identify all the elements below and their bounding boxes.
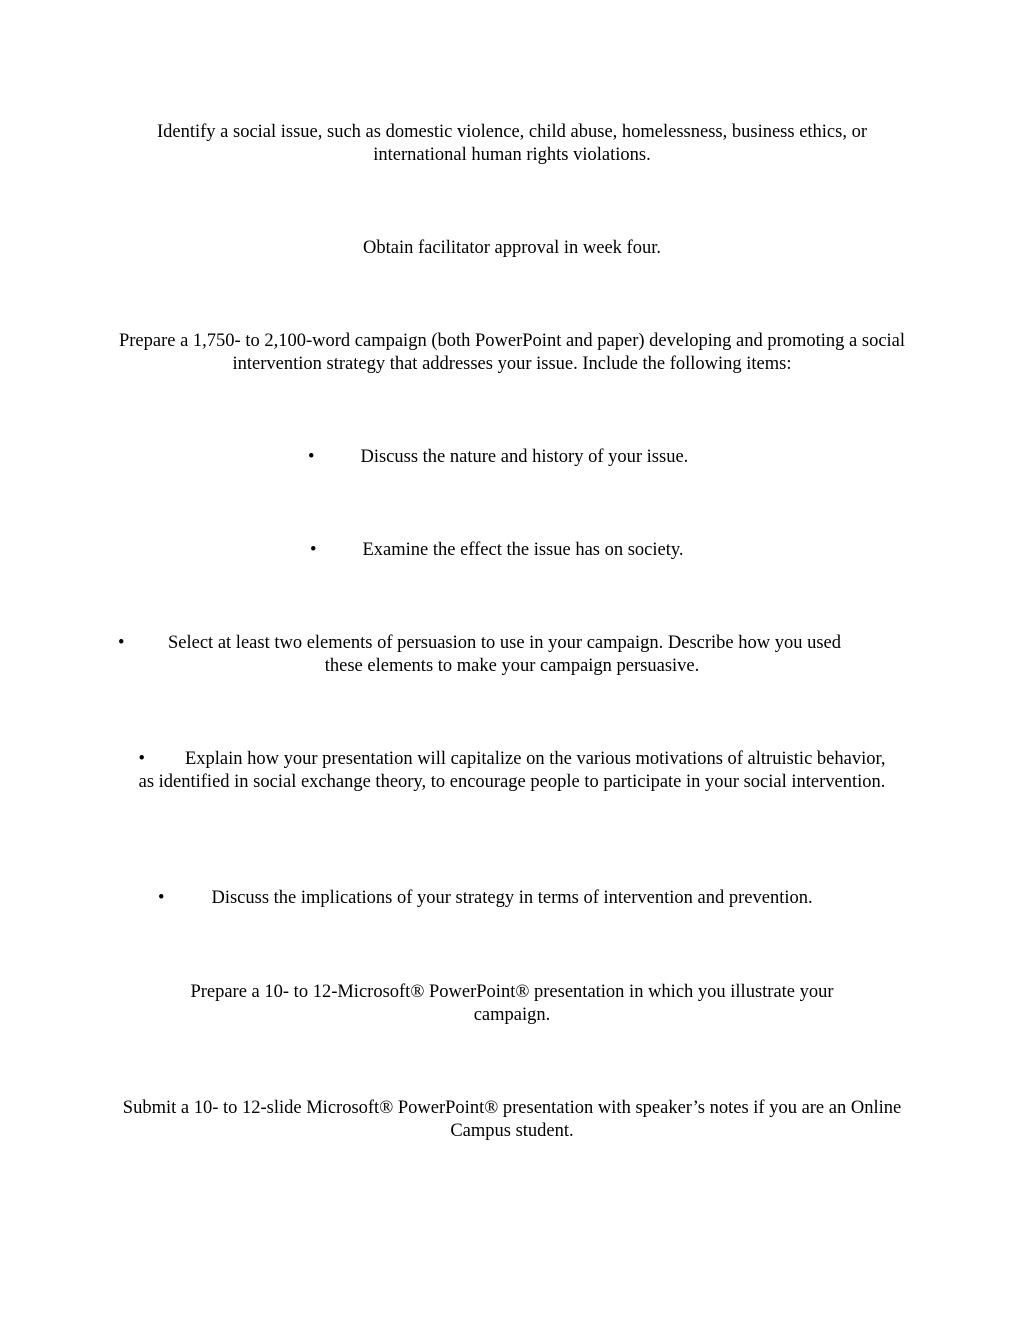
- bullet-item-text: Discuss the implications of your strategy in terms of intervention and prevention.: [211, 888, 813, 908]
- bullet-icon: •: [138, 749, 145, 769]
- bullet-item-implications: [158, 887, 813, 910]
- bullet-item-text: Discuss the nature and history of your issue.: [360, 447, 689, 467]
- bullet-item-text-line2: these elements to make your campaign persuasive.: [324, 656, 700, 676]
- bullet-item-text: Explain how your presentation will capitalize on the various motivations of altruistic behavior, as identified in social exchange theory, to encourage people to participate in your social intervention.: [138, 749, 886, 792]
- bullet-item-text-line1: Select at least two elements of persuasion to use in your campaign. Describe how you used: [168, 633, 842, 653]
- bullet-icon: •: [158, 888, 165, 908]
- paragraph-identify-issue: Identify a social issue, such as domestic violence, child abuse, homelessness, business ethics, or international human rights violations.: [156, 122, 868, 165]
- bullet-icon: •: [308, 447, 315, 467]
- paragraph-submit-presentation: Submit a 10- to 12-slide Microsoft® PowerPoint® presentation with speaker’s notes if you are an Online Campus student.: [122, 1098, 902, 1141]
- bullet-icon: •: [310, 540, 317, 560]
- bullet-item-text: Examine the effect the issue has on society.: [362, 540, 684, 560]
- bullet-item-altruistic-behavior: [137, 748, 887, 794]
- paragraph-facilitator-approval: Obtain facilitator approval in week four.: [363, 238, 661, 258]
- bullet-item-persuasion: [112, 632, 912, 678]
- paragraph-prepare-campaign: Prepare a 1,750- to 2,100-word campaign (both PowerPoint and paper) developing and promoting a social intervention strategy that addresses your issue. Include the following items:: [118, 331, 906, 374]
- paragraph-prepare-presentation: Prepare a 10- to 12-Microsoft® PowerPoint® presentation in which you illustrate your campaign.: [190, 982, 834, 1025]
- bullet-item-effect-society: [310, 539, 684, 562]
- bullet-item-nature-history: [308, 446, 688, 469]
- bullet-icon: •: [118, 633, 125, 653]
